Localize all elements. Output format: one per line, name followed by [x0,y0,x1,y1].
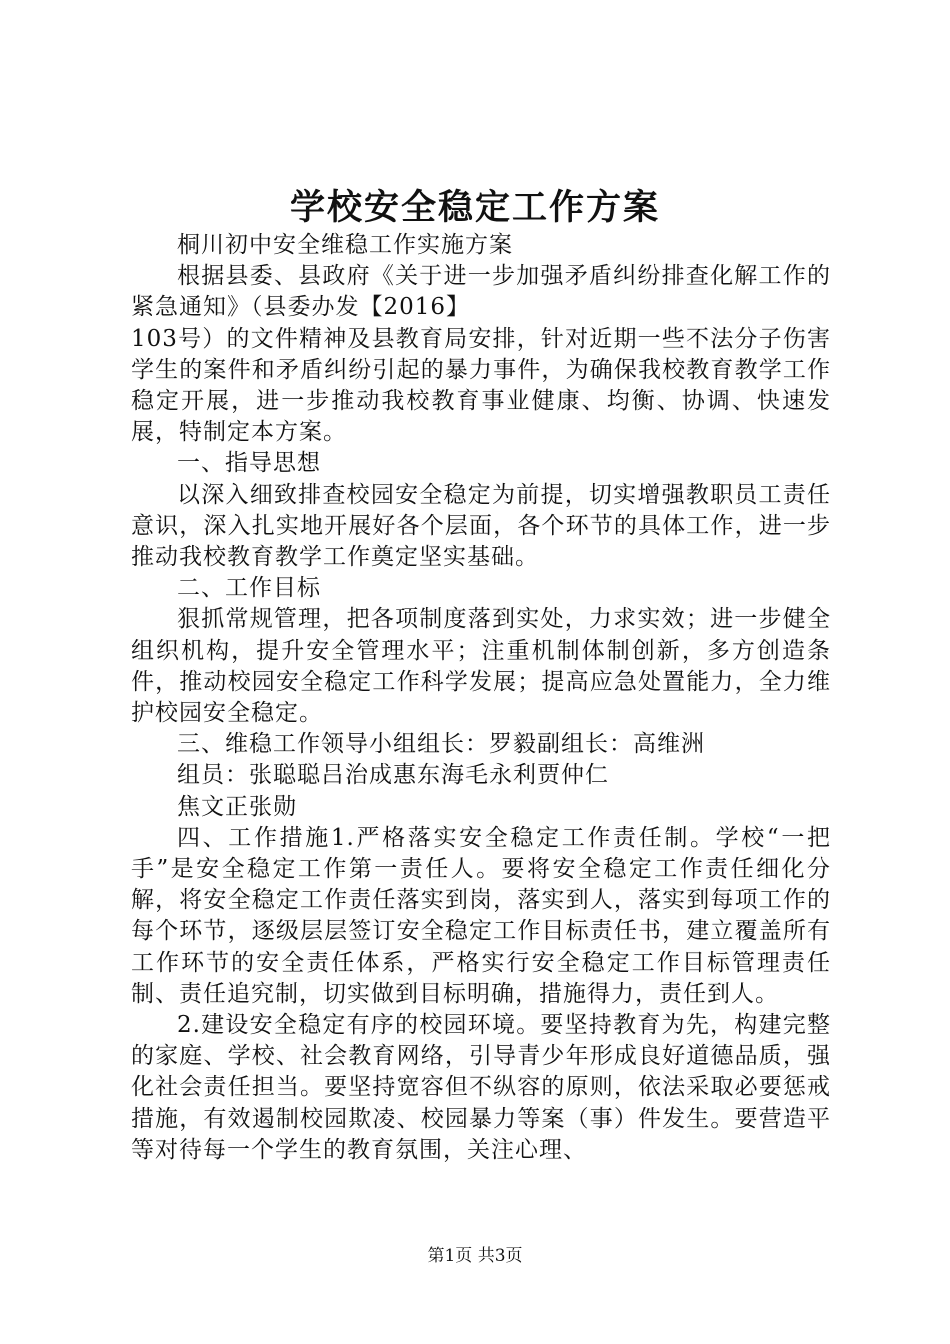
page-number: 第1页 共3页 [427,1246,523,1266]
heading-work-goals: 二、工作目标 [177,575,321,602]
paragraph-intro-cont: 103号）的文件精神及县教育局安排，针对近期一些不法分子伤害学生的案件和矛盾纠纷引起的暴力事件，为确保我校教育教学工作稳定开展，进一步推动我校教育事业健康、均衡、协调、快速发展，特制定本方案。 [131,325,831,446]
paragraph-members: 组员：张聪聪吕治成惠东海毛永利贾仲仁 [177,762,609,789]
paragraph-subtitle: 桐川初中安全维稳工作实施方案 [177,232,513,258]
paragraph-work-goals: 狠抓常规管理，把各项制度落到实处，力求实效；进一步健全组织机构，提升安全管理水平；注重机制体制创新，多方创造条件，推动校园安全稳定工作科学发展；提高应急处置能力，全力维护校园安全稳定。 [131,606,831,727]
paragraph-intro: 根据县委、县政府《关于进一步加强矛盾纠纷排查化解工作的紧急通知》（县委办发【2016】 [131,263,831,321]
document-body [131,230,831,1166]
paragraph-guiding-ideology: 以深入细致排查校园安全稳定为前提，切实增强教职员工责任意识，深入扎实地开展好各个层面，各个环节的具体工作，进一步推动我校教育教学工作奠定坚实基础。 [131,481,831,571]
paragraph-members-cont: 焦文正张勋 [177,793,297,820]
heading-leadership-group: 三、维稳工作领导小组组长：罗毅副组长：高维洲 [177,731,705,758]
paragraph-measures-1: 四、工作措施1.严格落实安全稳定工作责任制。学校“一把手”是安全稳定工作第一责任人。要将安全稳定工作责任细化分解，将安全稳定工作责任落实到岗，落实到人，落实到每项工作的每个环节，逐级层层签订安全稳定工作目标责任书，建立覆盖所有工作环节的安全责任体系，严格实行安全稳定工作目标管理责任制、责任追究制，切实做到目标明确，措施得力，责任到人。 [131,824,831,1007]
document-title: 学校安全稳定工作方案 [289,187,660,228]
heading-guiding-ideology: 一、指导思想 [177,450,321,477]
paragraph-measures-2: 2.建设安全稳定有序的校园环境。要坚持教育为先，构建完整的家庭、学校、社会教育网络，引导青少年形成良好道德品质，强化社会责任担当。要坚持宽容但不纵容的原则，依法采取必要惩戒措施，有效遏制校园欺凌、校园暴力等案（事）件发生。要营造平等对待每一个学生的教育氛围，关注心理、 [131,1012,831,1163]
